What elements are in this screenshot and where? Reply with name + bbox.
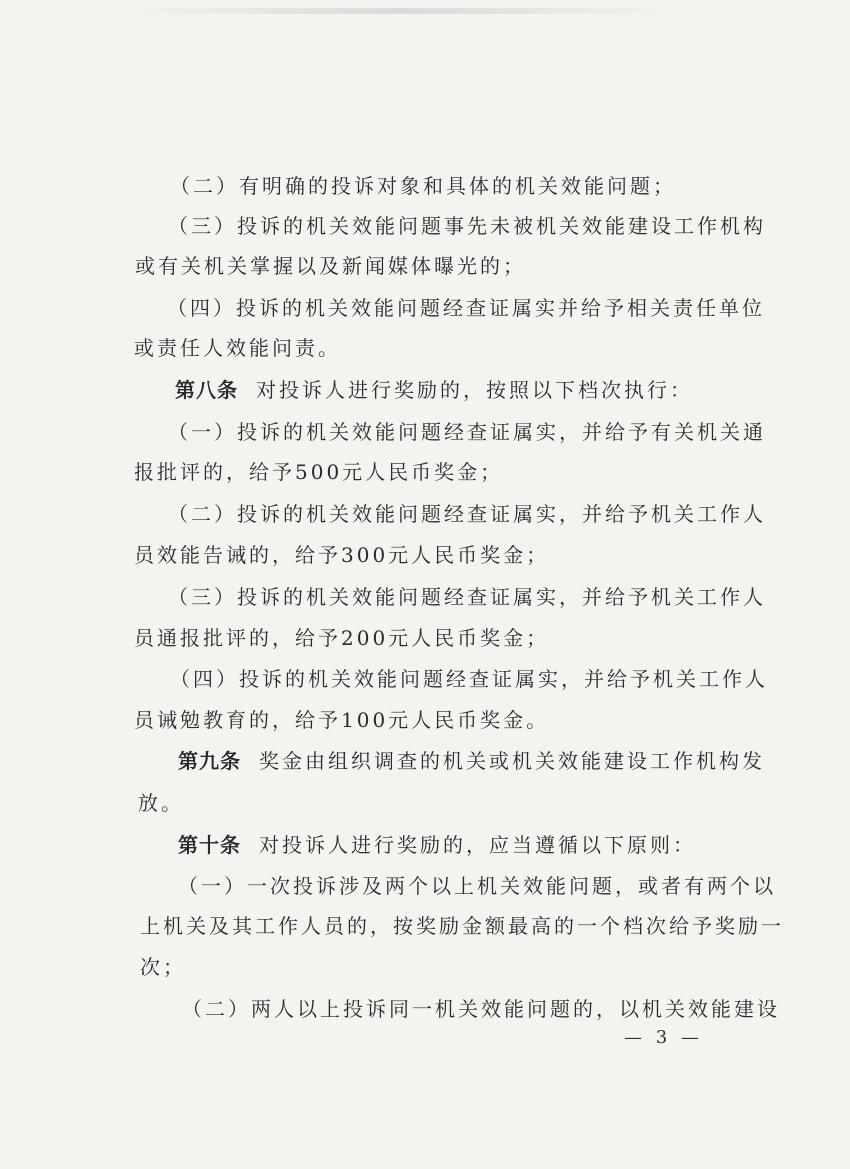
text-line: 员诫勉教育的，给予100元人民币奖金。 bbox=[134, 708, 550, 732]
page-number: — 3 — bbox=[624, 1027, 703, 1048]
text-line: （二）投诉的机关效能问题经查证属实，并给予机关工作人 bbox=[168, 502, 766, 526]
text-line: （二）有明确的投诉对象和具体的机关效能问题； bbox=[170, 174, 676, 198]
text-line: （四）投诉的机关效能问题经查证属实，并给予机关工作人 bbox=[170, 667, 768, 691]
text-line: （二）两人以上投诉同一机关效能问题的，以机关效能建设 bbox=[182, 997, 780, 1021]
article-9 bbox=[178, 749, 850, 773]
article-8-heading: 第八条 bbox=[175, 378, 238, 402]
text-line: （三）投诉的机关效能问题事先未被机关效能建设工作机构 bbox=[168, 214, 766, 238]
text-line: （三）投诉的机关效能问题经查证属实，并给予机关工作人 bbox=[168, 585, 766, 609]
text-line: 放。 bbox=[138, 791, 184, 815]
text-line: 次； bbox=[140, 955, 186, 979]
article-8 bbox=[175, 378, 850, 402]
text-line: （四）投诉的机关效能问题经查证属实并给予相关责任单位 bbox=[167, 296, 765, 320]
text-line: 员通报批评的，给予200元人民币奖金； bbox=[134, 626, 550, 650]
scan-artifact bbox=[120, 8, 680, 14]
article-10-text: 对投诉人进行奖励的，应当遵循以下原则： bbox=[259, 833, 696, 857]
article-9-text: 奖金由组织调查的机关或机关效能建设工作机构发 bbox=[259, 749, 765, 773]
text-line: 上机关及其工作人员的，按奖励金额最高的一个档次给予奖励一 bbox=[140, 914, 784, 938]
text-line: （一）投诉的机关效能问题经查证属实，并给予有关机关通 bbox=[168, 420, 766, 444]
text-line: 或责任人效能问责。 bbox=[134, 336, 341, 360]
article-8-text: 对投诉人进行奖励的，按照以下档次执行： bbox=[256, 378, 693, 402]
text-line: 报批评的，给予500元人民币奖金； bbox=[134, 460, 504, 484]
article-10 bbox=[178, 833, 850, 857]
article-9-heading: 第九条 bbox=[178, 749, 241, 773]
text-line: 或有关机关掌握以及新闻媒体曝光的； bbox=[135, 254, 526, 278]
article-10-heading: 第十条 bbox=[178, 833, 241, 857]
text-line: 员效能告诫的，给予300元人民币奖金； bbox=[134, 543, 550, 567]
text-line: （一）一次投诉涉及两个以上机关效能问题，或者有两个以 bbox=[178, 874, 776, 898]
